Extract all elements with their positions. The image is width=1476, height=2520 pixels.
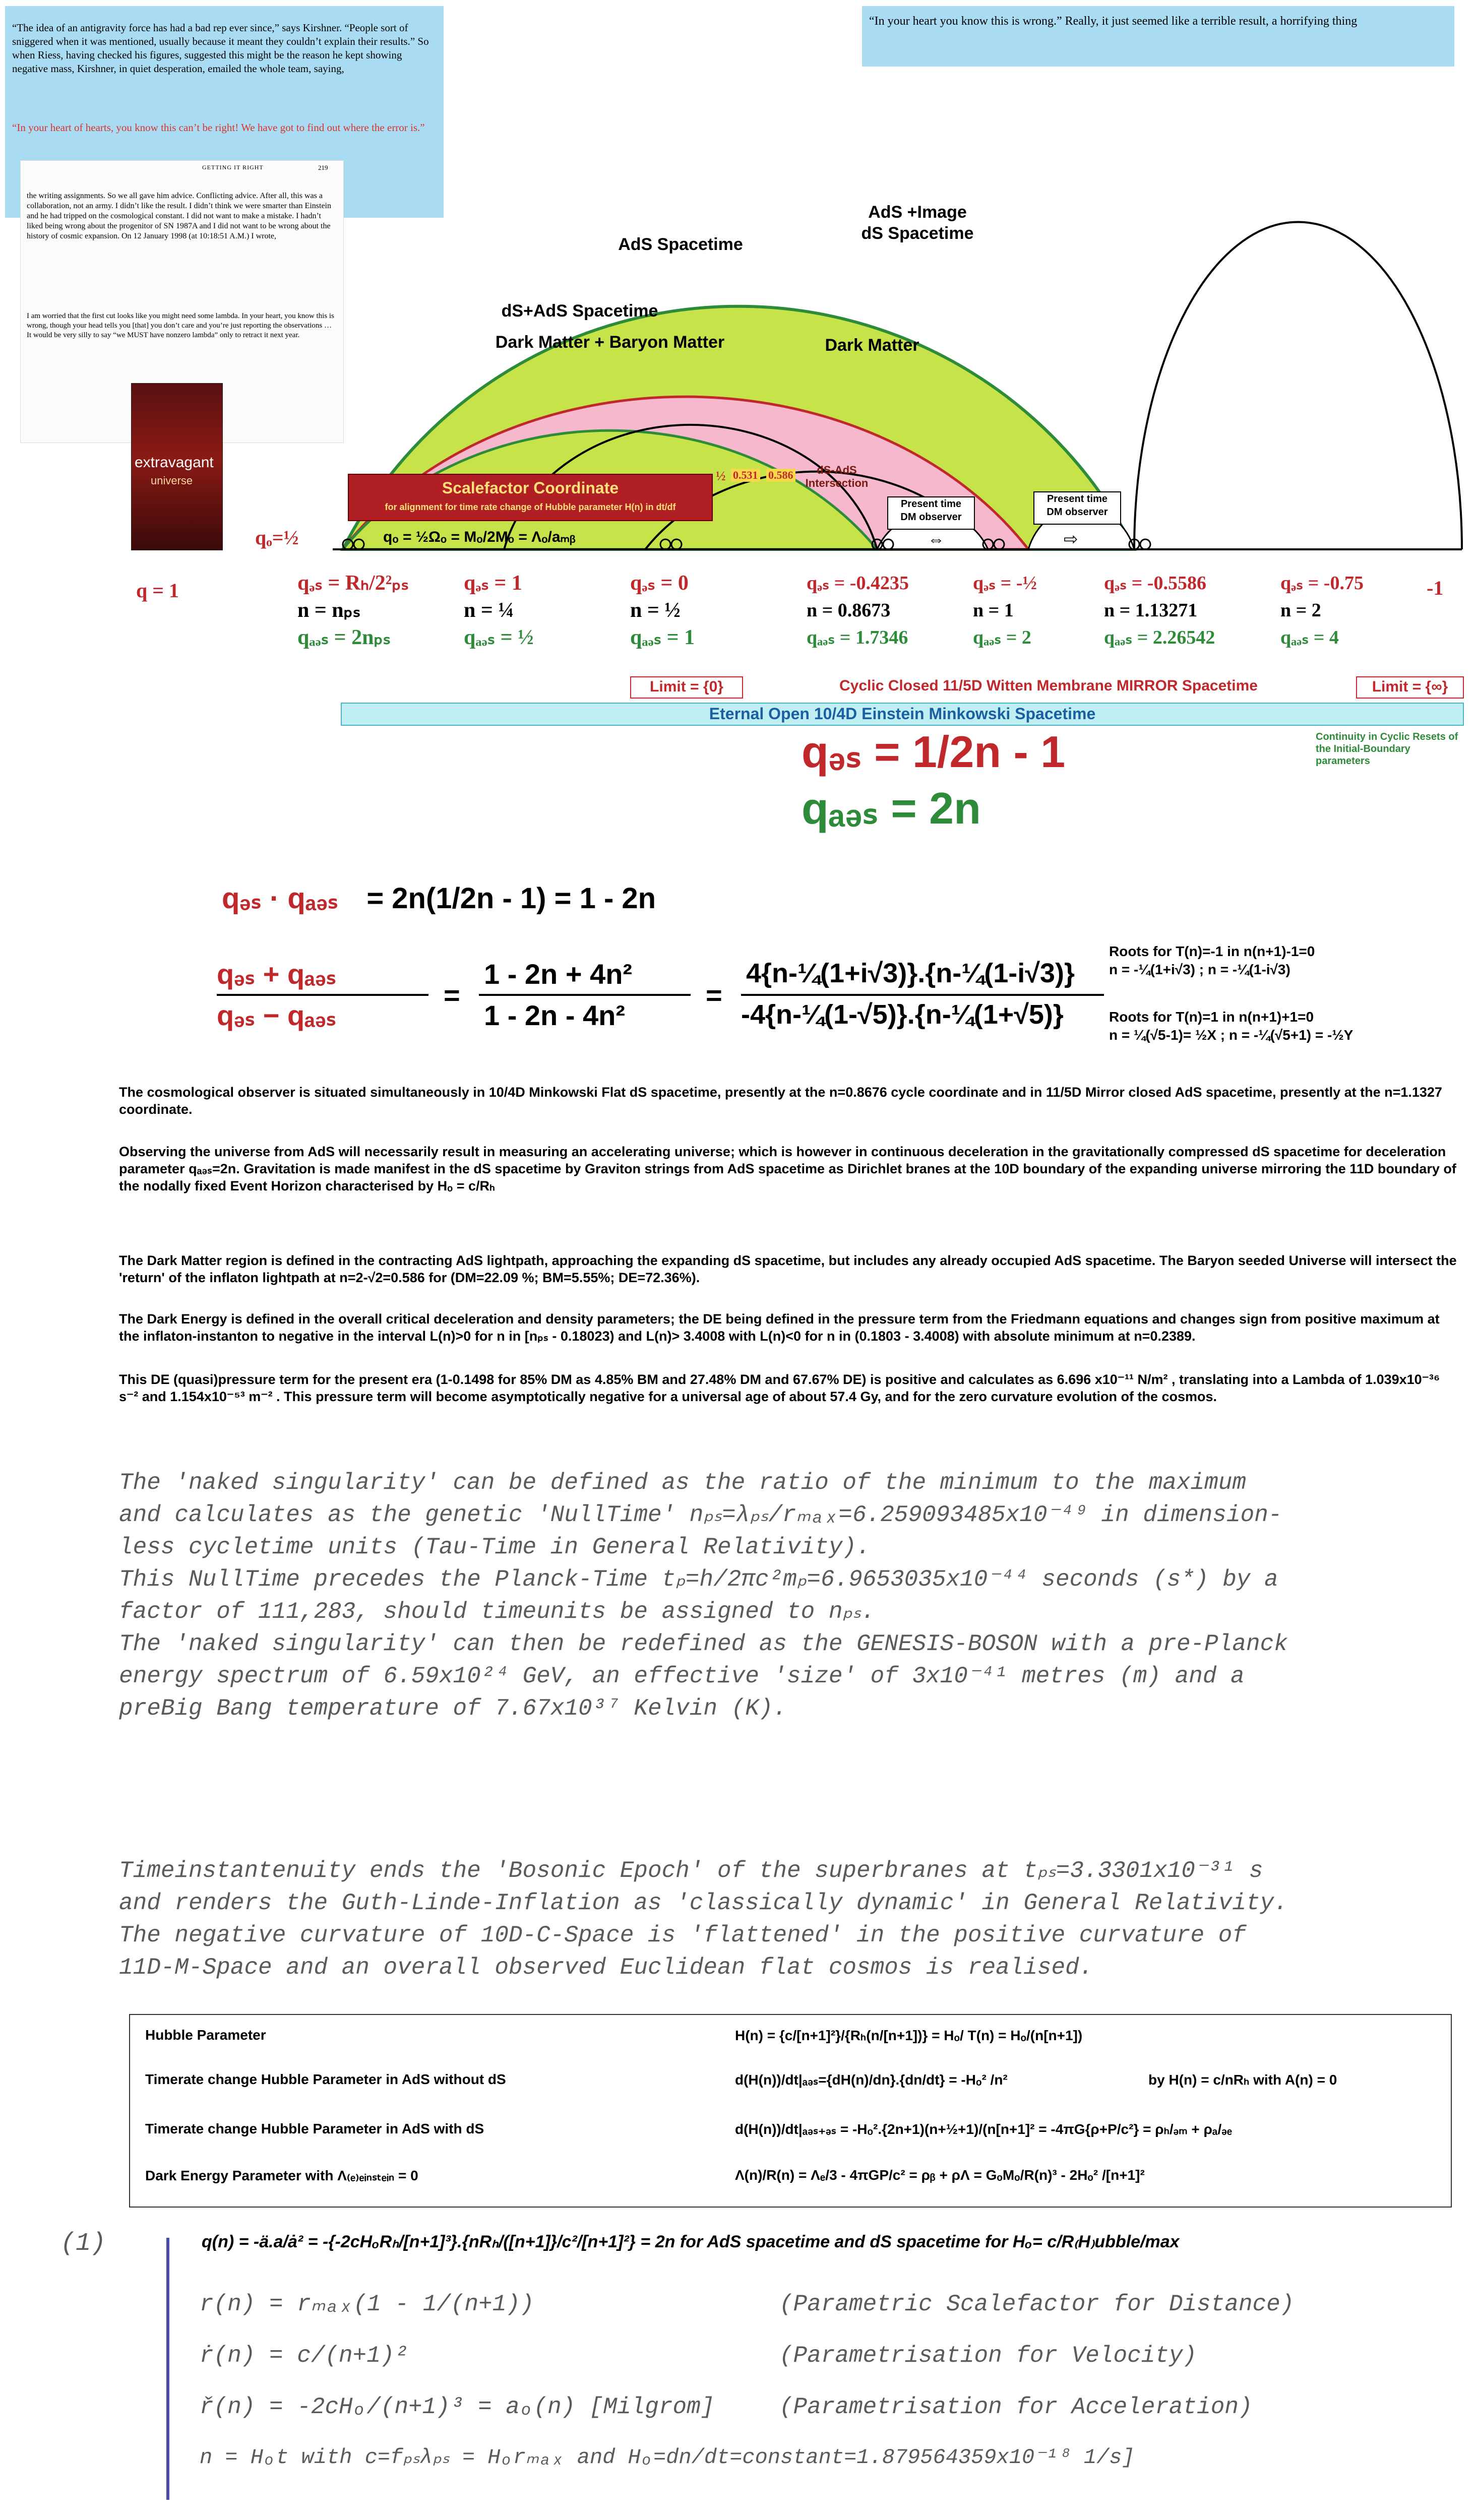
ratio-bar-left xyxy=(217,994,428,996)
book-cover-title: extravagant xyxy=(135,454,214,471)
paragraph-dark-energy: The Dark Energy is defined in the overall critical deceleration and density parameters; the DE being defined in the pressure term from the Friedmann equations and changes sign from positive maximum at the inflaton-instanton to negative in the interval L(n)>0 for n in [nₚₛ - 0.18023) and L(n)> 3.4008 with L(n)<0 for n in (0.1803 - 3.4008) with absolute minimum at n=0.2389. xyxy=(119,1311,1440,1344)
typed-block-1 xyxy=(119,1467,1460,1725)
coord-col-0 xyxy=(297,570,449,651)
coord-n: n = nₚₛ xyxy=(297,599,361,622)
quote-left-red: “In your heart of hearts, you know this can’t be right! We have got to find out where the error is.” xyxy=(12,121,425,134)
q0-label: qₒ=½ xyxy=(255,526,299,549)
section-1-number: (1) xyxy=(60,2229,106,2258)
ratio-den-right: -4{n-¼(1-√5)}.{n-¼(1+√5)} xyxy=(741,999,1064,1030)
section-1-eq: ṙ(n) = c/(n+1)² xyxy=(200,2343,409,2369)
section-1-eq: r(n) = rₘₐₓ(1 - 1/(n+1)) xyxy=(200,2291,534,2317)
hubble-row-formula: H(n) = {c/[n+1]²}/{Rₕ(n/[n+1])} = Hₒ/ T(n) = Hₒ/(n[n+1]) xyxy=(735,2028,1083,2043)
scalefactor-subtitle: for alignment for time rate change of Hubble parameter H(n) in dt/df xyxy=(385,502,676,512)
typed-line: energy spectrum of 6.59x10²⁴ GeV, an effective 'size' of 3x10⁻⁴¹ metres (m) and a xyxy=(119,1663,1245,1689)
section-1-rule xyxy=(166,2238,169,2500)
section-1-row xyxy=(200,2391,1460,2442)
coord-n: n = ¼ xyxy=(464,599,514,622)
ratio-equals-1: = xyxy=(444,979,460,1011)
hubble-row-extra: by H(n) = c/nRₕ with A(n) = 0 xyxy=(1148,2072,1337,2088)
running-head: GETTING IT RIGHT xyxy=(202,164,264,171)
typed-line: factor of 111,283, should timeunits be assigned to nₚₛ. xyxy=(119,1599,875,1625)
typed-line: The 'naked singularity' can be defined as the ratio of the minimum to the maximum xyxy=(119,1470,1246,1496)
coord-n: n = 1.13271 xyxy=(1104,600,1198,621)
limit-right: Limit = {∞} xyxy=(1356,676,1464,699)
quote-left-text: “The idea of an antigravity force has had a bad rep ever since,” says Kirshner. “People sort of sniggered when it was mentioned, usually because it meant they couldn’t explain their results.” So when Riess, having checked his figures, suggested this might be the reason he kept showing negative mass, Kirshner, in quiet desperation, emailed the whole team, saying, xyxy=(12,22,429,75)
omega-formula: qₒ = ½Ωₒ = Mₒ/2Mₒ = Λₒ/aₘᵦ xyxy=(383,529,576,545)
hubble-row-formula: d(H(n))/dt|ₐₔₛ={dH(n)/dn}.{dn/dt} = -Hₒ² /n² xyxy=(735,2072,1008,2088)
present-time-box-2: Present time DM observer xyxy=(1033,491,1121,525)
product-eq-rhs: = 2n(1/2n - 1) = 1 - 2n xyxy=(366,882,656,915)
ratio-num-left: qₔₛ + qₐₔₛ xyxy=(217,958,337,990)
typed-line: This NullTime precedes the Planck-Time tₚ=h/2πc²mₚ=6.9653035x10⁻⁴⁴ seconds (s*) by a xyxy=(119,1566,1278,1593)
eternal-banner: Eternal Open 10/4D Einstein Minkowski Spacetime xyxy=(341,703,1464,726)
section-1-eq: ř(n) = -2cHₒ/(n+1)³ = aₒ(n) [Milgrom] xyxy=(200,2394,715,2420)
paragraph-observer: The cosmological observer is situated simultaneously in 10/4D Minkowski Flat dS spacetime, presently at the n=0.8676 cycle coordinate and in 11/5D Mirror closed AdS spacetime, presently at the n=1.1327 coordinate. xyxy=(119,1085,1442,1117)
coord-n: n = 2 xyxy=(1280,600,1321,621)
typed-line: and renders the Guth-Linde-Inflation as 'classically dynamic' in General Relativity. xyxy=(119,1890,1288,1916)
product-eq xyxy=(222,881,656,915)
roots-1-a: Roots for T(n)=-1 in n(n+1)-1=0 xyxy=(1109,943,1315,959)
label-dm: Dark Matter xyxy=(825,336,919,355)
typed-line: 11D-M-Space and an overall observed Euclidean flat cosmos is realised. xyxy=(119,1955,1093,1981)
ratio-bar-mid xyxy=(479,994,691,996)
coord-n: n = 0.8673 xyxy=(807,600,891,621)
hubble-row-label: Timerate change Hubble Parameter in AdS with dS xyxy=(145,2121,484,2136)
edge-left-q1: q = 1 xyxy=(136,579,179,602)
paragraph-dark-matter: The Dark Matter region is defined in the contracting AdS lightpath, approaching the expanding dS spacetime, but includes any already occupied AdS spacetime. The Baryon seeded Universe will intersect the 'return' of the inflaton lightpath at n=2-√2=0.586 for (DM=22.09 %; BM=5.55%; DE=72.36%). xyxy=(119,1253,1457,1285)
section-1-rows xyxy=(200,2288,1460,2494)
hubble-row-label: Hubble Parameter xyxy=(145,2027,266,2043)
hubble-table xyxy=(129,2014,1452,2208)
section-1-desc: (Parametrisation for Velocity) xyxy=(779,2343,1197,2369)
coord-qads: qₐₔₛ = 1.7346 xyxy=(807,627,908,648)
coord-qads: qₐₔₛ = 2.26542 xyxy=(1104,627,1215,648)
paragraph-ads-observing: Observing the universe from AdS will necessarily result in measuring an accelerating universe; which is however in continuous deceleration in the gravitationally compressed dS spacetime for deceleration parameter qₐₔₛ=2n. Gravitation is made manifest in the dS spacetime by Graviton strings from AdS spacetime as Dirichlet branes at the 10D boundary of the expanding universe mirroring the 11D boundary of the nodally fixed Event Horizon characterised by Hₒ = c/Rₕ xyxy=(119,1144,1456,1193)
label-ads: AdS Spacetime xyxy=(618,235,743,254)
big-eq-qads: qₐₔₛ = 2n xyxy=(802,783,981,833)
coord-col-6 xyxy=(1280,570,1417,651)
page-number: 219 xyxy=(318,164,328,171)
book-para-2: I am worried that the first cut looks like you might need some lambda. In your heart, you know this is wrong, though your head tells you [that] you don’t care and you’re just reporting the observations … It would be very silly to say “we MUST have nonzero lambda” only to retract it next year. xyxy=(27,312,334,339)
section-1-header: q(n) = -ä.a/ȧ² = -{-2cHₒRₕ/[n+1]³}.{nRₕ/([n+1]}/c²/[n+1]²} = 2n for AdS spacetime and dS spacetime for Hₒ= c/R₍H₎ubble/max xyxy=(202,2232,1180,2251)
hubble-row-formula: d(H(n))/dt|ₐₔₛ₊ₔₛ = -Hₒ².{2n+1)(n+½+1)/(n[n+1]² = -4πG{ρ+P/c²} = ρₕ/ₔₘ + ρₐ/ₔₑ xyxy=(735,2121,1233,2137)
typed-line: Timeinstantenuity ends the 'Bosonic Epoch' of the superbranes at tₚₛ=3.3301x10⁻³¹ s xyxy=(119,1858,1263,1884)
hubble-row-label: Dark Energy Parameter with Λ₍ₑ₎ₑᵢₙₛₜₑᵢₙ = 0 xyxy=(145,2168,418,2183)
ratio-bar-right xyxy=(741,994,1104,996)
book-cover-sub: universe xyxy=(151,474,193,487)
edge-right: -1 xyxy=(1427,577,1444,599)
coord-qds: qₔₛ = Rₕ/2²ₚₛ xyxy=(297,572,409,595)
arrow-right-icon: ⇨ xyxy=(1064,530,1078,549)
arc-right-white xyxy=(1134,222,1462,549)
coord-qads: qₐₔₛ = 2nₚₛ xyxy=(297,626,391,649)
section-1-desc: (Parametric Scalefactor for Distance) xyxy=(779,2291,1295,2317)
coord-n: n = 1 xyxy=(973,600,1014,621)
coord-qds: qₔₛ = -½ xyxy=(973,573,1037,594)
continuity-note: Continuity in Cyclic Resets of the Initial-Boundary parameters xyxy=(1316,731,1458,767)
label-ds-ads: dS+AdS Spacetime xyxy=(501,301,658,321)
ratio-equals-2: = xyxy=(706,979,722,1011)
big-eq-qds: qₔₛ = 1/2n - 1 xyxy=(802,727,1066,777)
section-1-row xyxy=(200,2340,1460,2391)
book-para-1: the writing assignments. So we all gave him advice. Conflicting advice. After all, this was a collaboration, not an army. I didn’t like the result. I didn’t think we were smarter than Einstein and he had tripped on the cosmological constant. I did not want to make a mistake. I hadn’t liked being wrong about the progenitor of SN 1987A and I did not want to be wrong about the history of cosmic expansion. On 12 January 1998 (at 10:18:51 A.M.) I wrote, xyxy=(27,192,331,240)
label-dm-bm: Dark Matter + Baryon Matter xyxy=(495,333,725,352)
double-arrow-icon: ⇔ xyxy=(928,530,945,549)
roots-2-a: Roots for T(n)=1 in n(n+1)+1=0 xyxy=(1109,1009,1314,1025)
ratio-den-mid: 1 - 2n - 4n² xyxy=(484,999,626,1031)
mini-586: 0.586 xyxy=(766,469,795,482)
typed-line: preBig Bang temperature of 7.67x10³⁷ Kelvin (K). xyxy=(119,1695,787,1722)
paragraph-de-pressure: This DE (quasi)pressure term for the present era (1-0.1498 for 85% DM as 4.85% BM and 27.48% DM and 67.67% DE) is positive and calculates as 6.696 x10⁻¹¹ N/m² , translating into a Lambda of 1.039x10⁻³⁶ s⁻² and 1.154x10⁻⁵³ m⁻² . This pressure term will become asymptotically negative for a universal age of about 57.4 Gy, and for the zero curvature evolution of the cosmos. xyxy=(119,1372,1440,1404)
label-ads-image: AdS +Image dS Spacetime xyxy=(861,203,974,243)
ratio-num-mid: 1 - 2n + 4n² xyxy=(484,958,633,990)
coord-qads: qₐₔₛ = ½ xyxy=(464,626,534,649)
coord-qds: qₔₛ = 1 xyxy=(464,572,522,595)
typed-line: and calculates as the genetic 'NullTime' nₚₛ=λₚₛ/rₘₐₓ=6.259093485x10⁻⁴⁹ in dimension- xyxy=(119,1502,1282,1528)
coord-col-2 xyxy=(630,570,781,651)
roots-2-b: n = ¼(√5-1)= ½X ; n = -¼(√5+1) = -½Y xyxy=(1109,1027,1354,1043)
coord-col-4 xyxy=(973,570,1084,651)
typed-line: less cycletime units (Tau-Time in General Relativity). xyxy=(119,1534,871,1560)
mini-half: ½ xyxy=(716,469,726,483)
roots-1 xyxy=(1109,942,1315,979)
hubble-row-label: Timerate change Hubble Parameter in AdS without dS xyxy=(145,2071,506,2087)
coord-qds: qₔₛ = -0.75 xyxy=(1280,573,1364,594)
ratio-eq xyxy=(217,958,1104,1038)
quote-right-text: “In your heart you know this is wrong.” Really, it just seemed like a terrible result, a horrifying thing xyxy=(869,15,1358,28)
coord-qds: qₔₛ = -0.4235 xyxy=(807,573,909,594)
roots-2 xyxy=(1109,1008,1353,1044)
coord-col-5 xyxy=(1104,570,1265,651)
coord-qds: qₔₛ = -0.5586 xyxy=(1104,573,1206,594)
ratio-num-right: 4{n-¼(1+i√3)}.{n-¼(1-i√3)} xyxy=(746,958,1075,988)
section-1-row xyxy=(200,2442,1460,2494)
coord-n: n = ½ xyxy=(630,599,681,622)
hubble-row-formula: Λ(n)/R(n) = Λₑ/3 - 4πGP/c² = ρᵦ + ρΛ = GₒMₒ/R(n)³ - 2Hₒ² /[n+1]² xyxy=(735,2167,1145,2183)
coord-col-1 xyxy=(464,570,595,651)
coord-qads: qₐₔₛ = 4 xyxy=(1280,627,1339,648)
mini-531: 0.531 xyxy=(731,469,760,482)
coord-qds: qₔₛ = 0 xyxy=(630,572,689,595)
roots-1-b: n = -¼(1+i√3) ; n = -¼(1-i√3) xyxy=(1109,962,1290,977)
cyclic-label: Cyclic Closed 11/5D Witten Membrane MIRROR Spacetime xyxy=(839,677,1258,694)
coord-qads: qₐₔₛ = 1 xyxy=(630,626,695,649)
typed-line: The 'naked singularity' can then be redefined as the GENESIS-BOSON with a pre-Planck xyxy=(119,1631,1288,1657)
scalefactor-box xyxy=(348,474,713,521)
section-1-desc: (Parametrisation for Acceleration) xyxy=(779,2394,1253,2420)
coord-col-3 xyxy=(807,570,968,651)
typed-line: The negative curvature of 10D-C-Space is 'flattened' in the positive curvature of xyxy=(119,1922,1246,1948)
present-time-box-1: Present time DM observer xyxy=(887,496,975,530)
scalefactor-title: Scalefactor Coordinate xyxy=(442,479,619,497)
ratio-den-left: qₔₛ − qₐₔₛ xyxy=(217,999,337,1031)
coord-qads: qₐₔₛ = 2 xyxy=(973,627,1031,648)
product-eq-lhs: qₔₛ · qₐₔₛ xyxy=(222,882,339,915)
typed-block-2 xyxy=(119,1855,1460,1984)
section-1-eq: n = Hₒt with c=fₚₛλₚₛ = Hₒrₘₐₓ and Hₒ=dn/dt=constant=1.879564359x10⁻¹⁸ 1/s] xyxy=(200,2445,1135,2470)
section-1-row xyxy=(200,2288,1460,2340)
limit-left: Limit = {0} xyxy=(630,676,743,699)
ds-ads-intersection: dS-AdS Intersection xyxy=(805,464,869,489)
